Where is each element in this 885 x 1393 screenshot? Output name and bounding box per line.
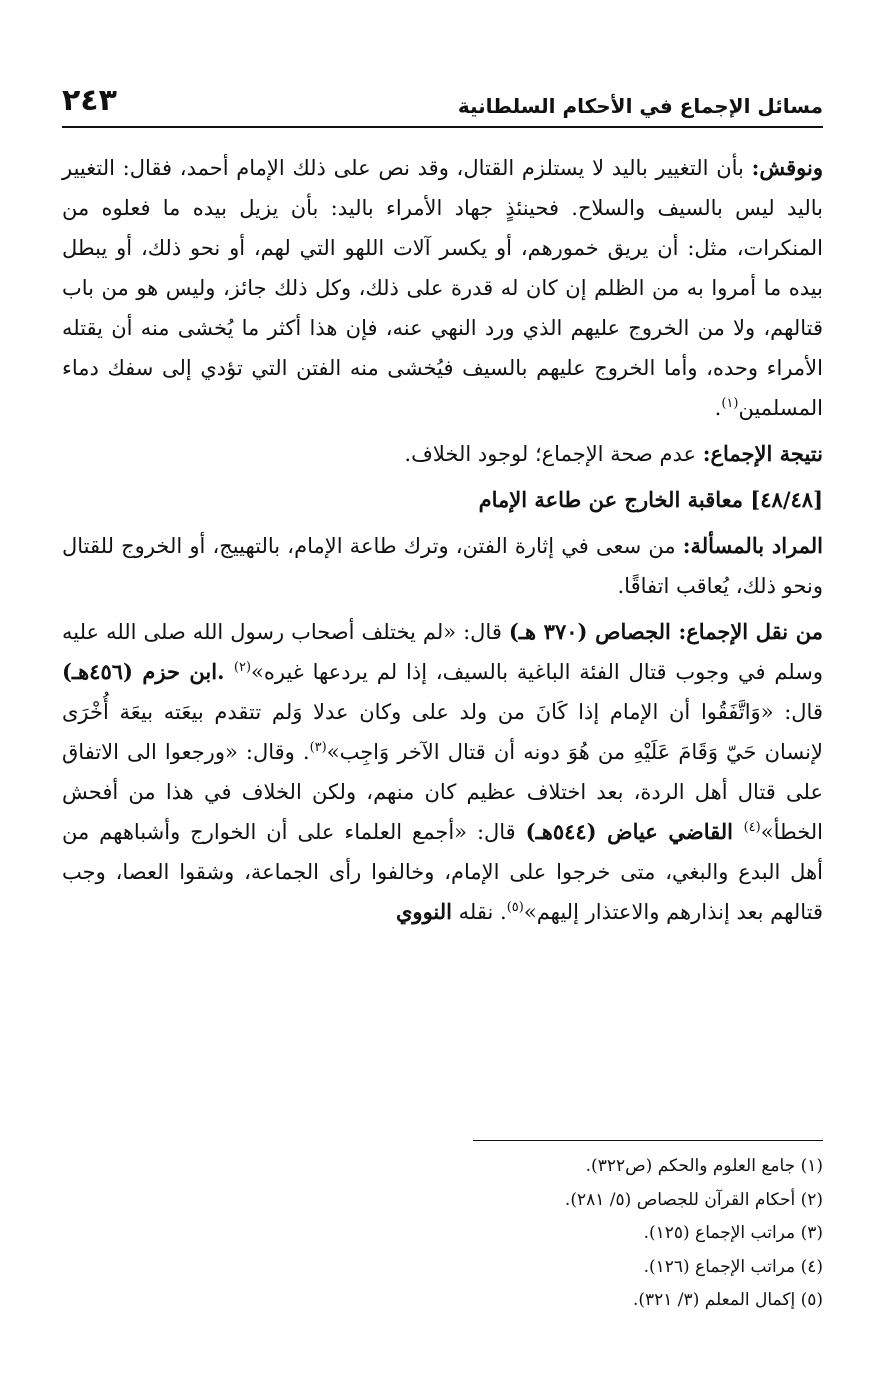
footnote-ref: (٥) bbox=[506, 900, 524, 915]
header-rule bbox=[62, 126, 823, 128]
footnote-ref: (٤) bbox=[743, 820, 761, 835]
footnote-ref: (٣) bbox=[309, 740, 327, 755]
section-heading: [٤٨/٤٨] معاقبة الخارج عن طاعة الإمام bbox=[478, 487, 823, 512]
footnote-ref: (١) bbox=[721, 396, 739, 411]
footnote: (٣) مراتب الإجماع (١٢٥). bbox=[643, 1223, 823, 1243]
paragraph-definition bbox=[62, 526, 823, 606]
paragraph-text: بأن التغيير باليد لا يستلزم القتال، وقد نص على ذلك الإمام أحمد، فقال: التغيير باليد ليس بالسيف والسلاح. فحينئذٍ جهاد الأمراء باليد: بأن يزيل بيده ما فعلوه من المنكرات، مثل: أن يريق خمورهم، أو يكسر آلات اللهو التي لهم، أو نحو ذلك، أو يبطل بيده ما أمروا به من الظلم إن كان له قدرة على ذلك، وكل ذلك جائز، وليس هو من باب قتالهم، ولا من الخروج عليهم الذي ورد النهي عنه، فإن هذا أكثر ما يُخشى منه أن يقتله الأمراء وحده، وأما الخروج عليهم بالسيف فيُخشى منه الفتن التي تؤدي إلى سفك دماء المسلمين bbox=[62, 156, 823, 420]
paragraph-result bbox=[62, 434, 823, 474]
paragraph-label: من نقل الإجماع: bbox=[678, 619, 823, 644]
footnote: (٢) أحكام القرآن للجصاص (٥/ ٢٨١). bbox=[564, 1189, 823, 1210]
scholar-name: .ابن حزم (٤٥٦هـ) bbox=[62, 659, 234, 684]
paragraph-label: نتيجة الإجماع: bbox=[702, 441, 823, 466]
footnote-rule bbox=[473, 1140, 823, 1141]
page-number: ٢٤٣ bbox=[62, 83, 117, 118]
footnotes bbox=[62, 1150, 823, 1318]
quote-text: قال: «وَاتَّفَقُوا أن الإمام إذا كَانَ من ولد على وكان عدلا وَلم تتقدم بيعَته بيعَة أُخْرَى لإنسان حَيّ وَقَامَ عَلَيْهِ من هُوَ دونه أن قتال الآخر وَاجِب» bbox=[62, 700, 824, 764]
footnote: (١) جامع العلوم والحكم (ص٣٢٢). bbox=[585, 1156, 823, 1176]
main-text bbox=[62, 148, 823, 938]
scholar-name: القاضي عياض (٥٤٤هـ) bbox=[525, 819, 744, 844]
footnote: (٥) إكمال المعلم (٣/ ٣٢١). bbox=[632, 1290, 823, 1310]
paragraph-objection bbox=[62, 148, 823, 428]
footnote-ref: (٢) bbox=[233, 660, 252, 675]
paragraph-label: ونوقش: bbox=[751, 155, 823, 180]
paragraph-label: المراد بالمسألة: bbox=[682, 533, 823, 558]
footnote: (٤) مراتب الإجماع (١٢٦). bbox=[643, 1256, 823, 1277]
quote-text: قال: «لم يختلف أصحاب رسول الله صلى الله عليه وسلم في وجوب قتال الفئة الباغية بالسيف، إذا لم يردعها غيره» bbox=[62, 620, 823, 684]
scholar-name: النووي bbox=[395, 899, 452, 924]
paragraph-text: من سعى في إثارة الفتن، وترك طاعة الإمام، بالتهييج، أو الخروج للقتال ونحو ذلك، يُعاقب اتفاقًا. bbox=[62, 534, 823, 598]
paragraph-text: عدم صحة الإجماع؛ لوجود الخلاف. bbox=[404, 442, 703, 466]
running-head: مسائل الإجماع في الأحكام السلطانية bbox=[457, 94, 823, 118]
paragraph-consensus bbox=[62, 612, 823, 932]
paragraph-end: . bbox=[714, 396, 722, 420]
quote-text: . نقله bbox=[451, 900, 507, 924]
quote-text: . وقال: «ورجعوا الى الاتفاق على قتال أهل الردة، بعد اختلاف عظيم كان منهم، ولكن الخلاف في هذا من أفحش الخطأ» bbox=[62, 740, 823, 844]
scholar-name: الجصاص (٣٧٠ هـ) bbox=[508, 619, 679, 644]
page-header bbox=[62, 78, 823, 118]
quote-text: قال: «أجمع العلماء على أن الخوارج وأشباههم من أهل البدع والبغي، متى خرجوا على الإمام، وخالفوا رأى الجماعة، وشقوا العصا، وجب قتالهم بعد إنذارهم والاعتذار إليهم» bbox=[62, 820, 823, 924]
